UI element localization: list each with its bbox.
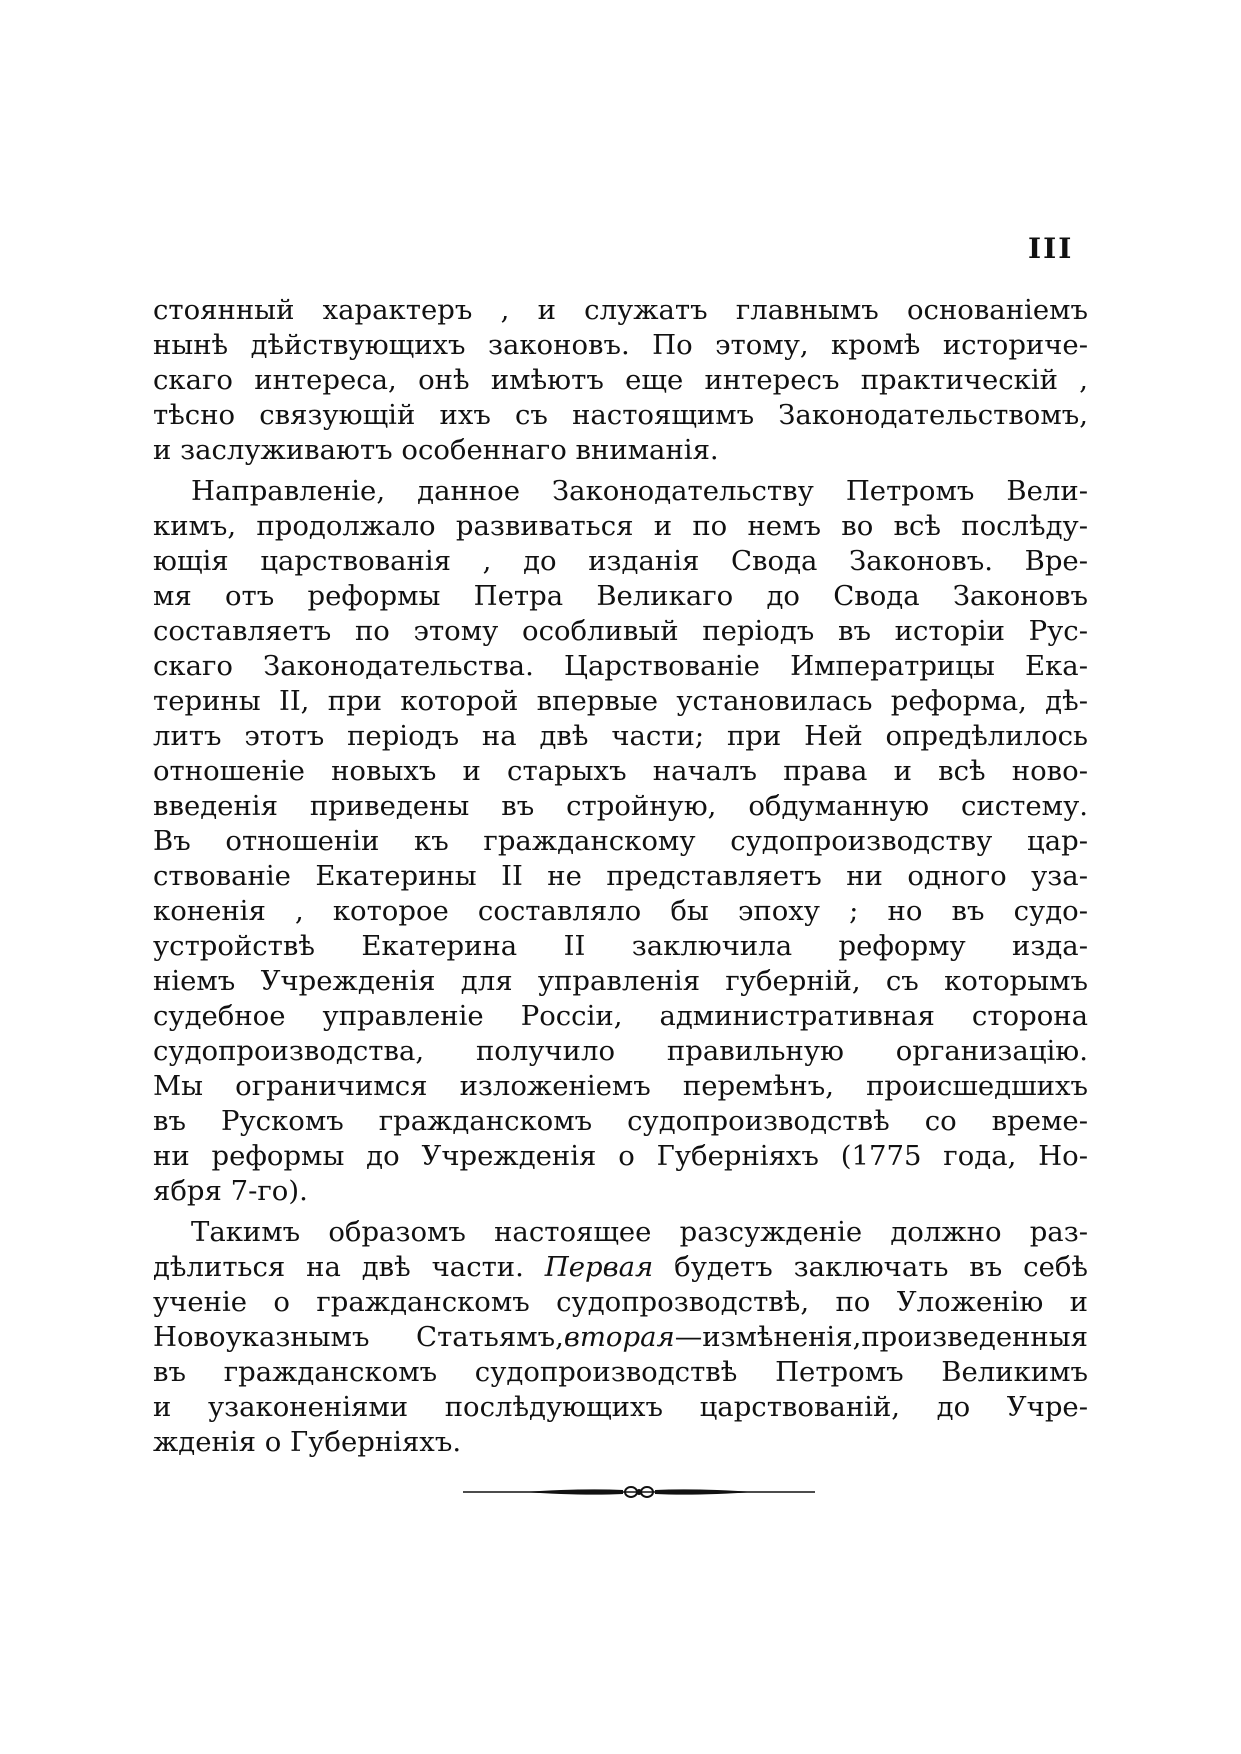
text-line: скаго Законодательства. Царствованіе Императрицы Ека- <box>153 650 1088 682</box>
text-line: и узаконеніями послѣдующихъ царствованій, до Учре- <box>153 1391 1088 1423</box>
text-line: Такимъ образомъ настоящее разсужденіе должно раз- <box>191 1216 1088 1248</box>
text-line: коненія , которое составляло бы эпоху ; но въ судо- <box>153 895 1088 927</box>
text-line: Мы ограничимся изложеніемъ перемѣнъ, происшедшихъ <box>153 1070 1088 1102</box>
italic-term-second: вторая <box>563 1321 675 1353</box>
text-line: судопроизводства, получило правильную организацію. <box>153 1035 1088 1067</box>
text-line: скаго интереса, онѣ имѣютъ еще интересъ практическій , <box>153 364 1088 396</box>
text-line: ученіе о гражданскомъ судопрозводствѣ, по Уложенію и <box>153 1286 1088 1318</box>
text-line: терины II, при которой впервые установилась реформа, дѣ- <box>153 685 1088 717</box>
text-line: составляетъ по этому особливый періодъ въ исторіи Рус- <box>153 615 1088 647</box>
text-line: судебное управленіе Россіи, административная сторона <box>153 1000 1088 1032</box>
text-line: введенія приведены въ стройную, обдуманную систему. <box>153 790 1088 822</box>
text-line: Направленіе, данное Законодательству Петромъ Вели- <box>191 475 1088 507</box>
text-line: Въ отношеніи къ гражданскому судопроизводству цар- <box>153 825 1088 857</box>
text-line: ствованіе Екатерины II не представляетъ ни одного уза- <box>153 860 1088 892</box>
text-line: ющія царствованія , до изданія Свода Законовъ. Вре- <box>153 545 1088 577</box>
text-line: отношеніе новыхъ и старыхъ началъ права и всѣ ново- <box>153 755 1088 787</box>
text-line: въ гражданскомъ судопроизводствѣ Петромъ Великимъ <box>153 1356 1088 1388</box>
text-segment: —измѣненія,произведенныя <box>674 1321 1088 1353</box>
text-line: ни реформы до Учрежденія о Губерніяхъ (1775 года, Но- <box>153 1140 1088 1172</box>
text-line: жденія о Губерніяхъ. <box>153 1426 462 1458</box>
body-text <box>153 293 1088 1460</box>
text-line: тѣсно связующій ихъ съ настоящимъ Законодательствомъ, <box>153 399 1088 431</box>
ornament-divider-icon <box>463 1483 815 1501</box>
italic-term-first: Первая <box>544 1251 654 1283</box>
text-segment: дѣлиться на двѣ части. <box>153 1251 524 1283</box>
text-line: ніемъ Учрежденія для управленія губерній, съ которымъ <box>153 965 1088 997</box>
text-line: стоянный характеръ , и служатъ главнымъ основаніемъ <box>153 294 1088 326</box>
text-line: нынѣ дѣйствующихъ законовъ. По этому, кромѣ историче- <box>153 329 1088 361</box>
page-number: III <box>1028 232 1074 265</box>
text-line <box>153 1250 1088 1285</box>
text-line: мя отъ реформы Петра Великаго до Свода Законовъ <box>153 580 1088 612</box>
text-line: кимъ, продолжало развиваться и по немъ во всѣ послѣду- <box>153 510 1088 542</box>
text-segment: Новоуказнымъ Статьямъ, <box>153 1321 564 1353</box>
text-line: въ Рускомъ гражданскомъ судопроизводствѣ со време- <box>153 1105 1088 1137</box>
text-line: и заслуживаютъ особеннаго вниманія. <box>153 434 719 466</box>
text-line: литъ этотъ періодъ на двѣ части; при Ней опредѣлилось <box>153 720 1088 752</box>
text-segment: будетъ заключать въ себѣ <box>674 1251 1088 1283</box>
text-line: устройствѣ Екатерина II заключила реформу изда- <box>153 930 1088 962</box>
text-line <box>153 1320 1088 1355</box>
text-line: ября 7-го). <box>153 1175 308 1207</box>
